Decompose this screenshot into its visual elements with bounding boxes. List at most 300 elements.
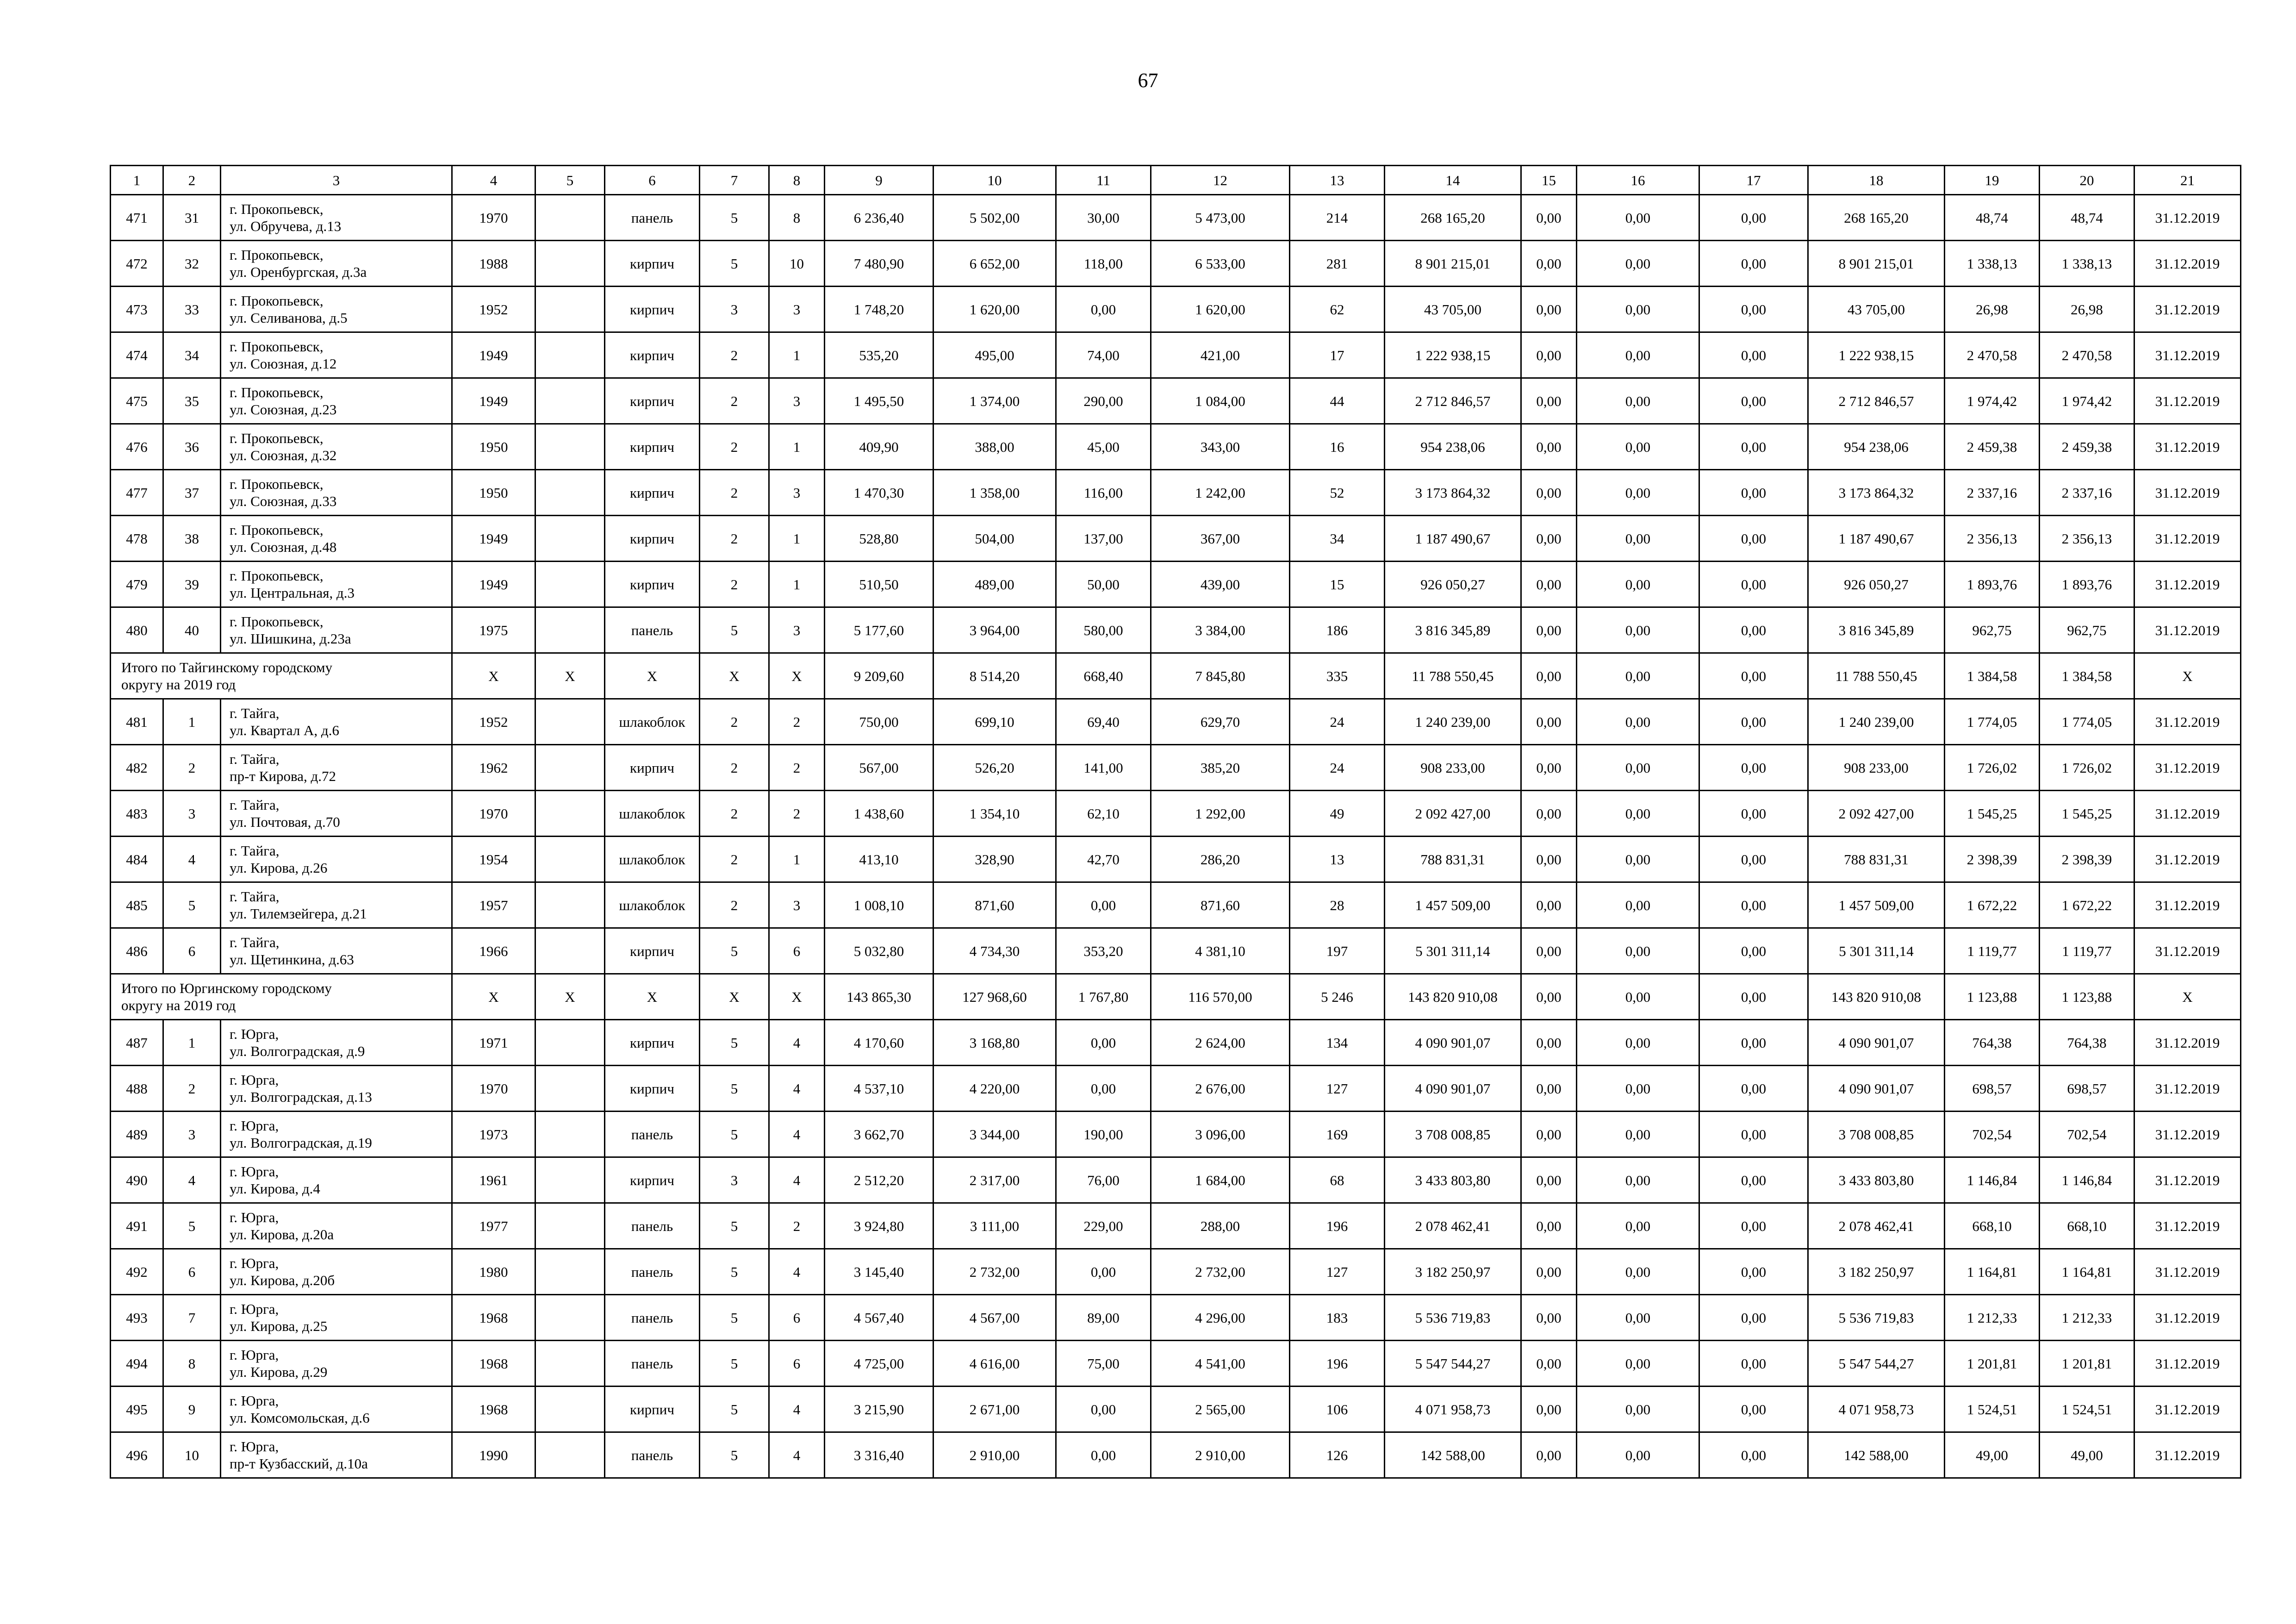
address-line: ул. Кирова, д.29 (230, 1364, 328, 1380)
table-cell: 1 164,81 (1945, 1249, 2040, 1295)
table-cell: 0,00 (1521, 195, 1577, 241)
table-row (111, 241, 2241, 287)
table-cell: 2 676,00 (1151, 1066, 1290, 1112)
table-cell: 0,00 (1577, 1432, 1699, 1478)
subtotal-cell: X (452, 653, 535, 699)
table-cell: 0,00 (1699, 928, 1808, 974)
table-cell (535, 332, 605, 378)
table-cell: 2 512,20 (825, 1157, 933, 1203)
address-cell (221, 1249, 452, 1295)
table-cell: 3 708 008,85 (1385, 1112, 1521, 1157)
table-cell: 567,00 (825, 745, 933, 791)
table-cell: 0,00 (1577, 1249, 1699, 1295)
table-cell: 1 008,10 (825, 882, 933, 928)
column-number: 8 (769, 166, 825, 195)
subtotal-cell: 5 246 (1290, 974, 1385, 1020)
table-cell: 6 (163, 1249, 221, 1295)
address-cell (221, 562, 452, 607)
table-cell (535, 928, 605, 974)
address-line: ул. Союзная, д.48 (230, 539, 337, 555)
table-cell: 3 111,00 (933, 1203, 1056, 1249)
table-cell: 6 (769, 1295, 825, 1341)
table-cell: 3 215,90 (825, 1387, 933, 1432)
table-cell (535, 1112, 605, 1157)
table-cell: 89,00 (1056, 1295, 1151, 1341)
table-cell: 5 (700, 1249, 769, 1295)
table-cell: 0,00 (1699, 516, 1808, 562)
table-cell: 0,00 (1699, 699, 1808, 745)
table-cell: 5 547 544,27 (1808, 1341, 1945, 1387)
table-cell: 1 545,25 (2040, 791, 2134, 837)
table-cell: кирпич (605, 562, 700, 607)
table-cell: 31.12.2019 (2134, 516, 2241, 562)
subtotal-label (111, 974, 452, 1020)
address-line: г. Юрга, (230, 1347, 279, 1363)
table-cell: 0,00 (1699, 882, 1808, 928)
table-cell: 3 964,00 (933, 607, 1056, 653)
table-cell: 142 588,00 (1808, 1432, 1945, 1478)
table-cell: 31.12.2019 (2134, 332, 2241, 378)
column-number: 14 (1385, 166, 1521, 195)
table-cell: 1 726,02 (2040, 745, 2134, 791)
table-cell: 439,00 (1151, 562, 1290, 607)
table-cell: 421,00 (1151, 332, 1290, 378)
table-cell: 7 480,90 (825, 241, 933, 287)
table-cell: 1 292,00 (1151, 791, 1290, 837)
table-cell: кирпич (605, 241, 700, 287)
table-cell: 2 624,00 (1151, 1020, 1290, 1066)
table-cell: 4 296,00 (1151, 1295, 1290, 1341)
table-cell: 118,00 (1056, 241, 1151, 287)
table-cell: 0,00 (1521, 332, 1577, 378)
table-cell: 116,00 (1056, 470, 1151, 516)
address-cell (221, 699, 452, 745)
subtotal-cell: 8 514,20 (933, 653, 1056, 699)
table-cell: 3 433 803,80 (1385, 1157, 1521, 1203)
table-cell: 0,00 (1699, 287, 1808, 332)
column-number: 5 (535, 166, 605, 195)
address-line: г. Прокопьевск, (230, 384, 324, 400)
table-cell (535, 1249, 605, 1295)
column-number: 15 (1521, 166, 1577, 195)
subtotal-cell: 1 123,88 (1945, 974, 2040, 1020)
table-cell: 31.12.2019 (2134, 241, 2241, 287)
subtotal-cell: 143 865,30 (825, 974, 933, 1020)
table-cell: 31.12.2019 (2134, 1020, 2241, 1066)
table-cell: 4 (769, 1066, 825, 1112)
table-cell: 699,10 (933, 699, 1056, 745)
subtotal-cell: X (2134, 653, 2241, 699)
table-cell: 2 (700, 882, 769, 928)
table-cell: 1961 (452, 1157, 535, 1203)
table-cell: 0,00 (1577, 241, 1699, 287)
table-cell: панель (605, 1432, 700, 1478)
table-cell: 2 712 846,57 (1808, 378, 1945, 424)
table-cell: 1988 (452, 241, 535, 287)
table-cell: кирпич (605, 745, 700, 791)
table-cell: 31.12.2019 (2134, 1066, 2241, 1112)
table-cell: 37 (163, 470, 221, 516)
address-line: г. Тайга, (230, 705, 280, 721)
table-cell: 48,74 (2040, 195, 2134, 241)
table-row (111, 1066, 2241, 1112)
table-cell: 39 (163, 562, 221, 607)
table-cell (535, 378, 605, 424)
table-cell: 2 (769, 745, 825, 791)
table-cell: 750,00 (825, 699, 933, 745)
table-cell: 31.12.2019 (2134, 1112, 2241, 1157)
table-cell: 580,00 (1056, 607, 1151, 653)
table-cell: 31.12.2019 (2134, 791, 2241, 837)
address-line: ул. Центральная, д.3 (230, 585, 355, 601)
table-cell (535, 1295, 605, 1341)
table-cell: 0,00 (1056, 1387, 1151, 1432)
table-cell: 6 (769, 1341, 825, 1387)
table-row (111, 607, 2241, 653)
table-cell: 0,00 (1577, 516, 1699, 562)
table-cell (535, 1387, 605, 1432)
table-cell: 0,00 (1521, 1203, 1577, 1249)
table-cell: 1 545,25 (1945, 791, 2040, 837)
table-cell: 1 354,10 (933, 791, 1056, 837)
table-cell: панель (605, 1249, 700, 1295)
address-line: ул. Кирова, д.25 (230, 1318, 328, 1334)
table-cell: 2 459,38 (2040, 424, 2134, 470)
table-cell: 1 457 509,00 (1385, 882, 1521, 928)
table-cell: 1950 (452, 470, 535, 516)
table-cell: 214 (1290, 195, 1385, 241)
table-cell: 1 358,00 (933, 470, 1056, 516)
table-cell: 486 (111, 928, 163, 974)
table-cell: 2 (700, 424, 769, 470)
table-cell: 1980 (452, 1249, 535, 1295)
table-cell: 343,00 (1151, 424, 1290, 470)
table-cell: 1 524,51 (1945, 1387, 2040, 1432)
table-cell: 0,00 (1056, 1020, 1151, 1066)
subtotal-cell: 9 209,60 (825, 653, 933, 699)
table-cell: 668,10 (2040, 1203, 2134, 1249)
address-line: г. Тайга, (230, 797, 280, 813)
table-cell: 31.12.2019 (2134, 745, 2241, 791)
table-cell: 0,00 (1577, 287, 1699, 332)
table-row (111, 1387, 2241, 1432)
table-cell: 5 (163, 882, 221, 928)
address-line: г. Тайга, (230, 888, 280, 905)
table-cell: 1 212,33 (2040, 1295, 2134, 1341)
table-cell: 492 (111, 1249, 163, 1295)
table-cell: 0,00 (1577, 1203, 1699, 1249)
table-cell: кирпич (605, 332, 700, 378)
table-row (111, 745, 2241, 791)
subtotal-cell: X (605, 653, 700, 699)
address-cell (221, 424, 452, 470)
address-cell (221, 1387, 452, 1432)
table-cell: 4 541,00 (1151, 1341, 1290, 1387)
address-line: ул. Союзная, д.32 (230, 447, 337, 463)
table-cell: шлакоблок (605, 882, 700, 928)
table-cell: 286,20 (1151, 837, 1290, 882)
table-cell: 908 233,00 (1385, 745, 1521, 791)
subtotal-cell: 11 788 550,45 (1385, 653, 1521, 699)
table-cell: 5 (700, 1295, 769, 1341)
subtotal-cell: X (769, 974, 825, 1020)
table-cell: 4 090 901,07 (1385, 1066, 1521, 1112)
table-cell: 0,00 (1521, 745, 1577, 791)
subtotal-cell: 116 570,00 (1151, 974, 1290, 1020)
table-cell: 0,00 (1699, 562, 1808, 607)
table-cell: 44 (1290, 378, 1385, 424)
table-cell: 2 732,00 (933, 1249, 1056, 1295)
table-cell: 0,00 (1577, 928, 1699, 974)
table-cell: 197 (1290, 928, 1385, 974)
table-cell: 1 240 239,00 (1808, 699, 1945, 745)
table-cell: 32 (163, 241, 221, 287)
table-cell: 1 457 509,00 (1808, 882, 1945, 928)
table-cell: 48,74 (1945, 195, 2040, 241)
table-cell: 0,00 (1521, 1020, 1577, 1066)
address-line: ул. Шишкина, д.23а (230, 631, 351, 647)
subtotal-cell: 1 767,80 (1056, 974, 1151, 1020)
address-line: г. Тайга, (230, 751, 280, 767)
table-row (111, 1203, 2241, 1249)
table-cell: 134 (1290, 1020, 1385, 1066)
subtotal-cell: 0,00 (1521, 974, 1577, 1020)
table-cell (535, 241, 605, 287)
table-cell: 0,00 (1056, 1066, 1151, 1112)
table-cell: 0,00 (1521, 241, 1577, 287)
table-cell: 2 470,58 (1945, 332, 2040, 378)
table-cell: кирпич (605, 516, 700, 562)
address-line: г. Прокопьевск, (230, 201, 324, 217)
table-row (111, 562, 2241, 607)
column-number: 13 (1290, 166, 1385, 195)
table-cell: 4 (769, 1020, 825, 1066)
table-cell: 0,00 (1521, 1432, 1577, 1478)
table-cell: 926 050,27 (1808, 562, 1945, 607)
table-cell: 1949 (452, 332, 535, 378)
table-cell: 535,20 (825, 332, 933, 378)
address-line: ул. Кирова, д.26 (230, 860, 328, 876)
table-cell: 0,00 (1521, 837, 1577, 882)
table-cell: 4 (769, 1387, 825, 1432)
table-cell: 1954 (452, 837, 535, 882)
address-line: ул. Щетинкина, д.63 (230, 951, 354, 968)
column-number: 19 (1945, 166, 2040, 195)
table-cell: 2 356,13 (1945, 516, 2040, 562)
subtotal-cell: 143 820 910,08 (1385, 974, 1521, 1020)
table-cell: 0,00 (1699, 1387, 1808, 1432)
table-cell: 504,00 (933, 516, 1056, 562)
table-cell: 5 (700, 1432, 769, 1478)
table-cell: панель (605, 607, 700, 653)
table-cell: 8 901 215,01 (1808, 241, 1945, 287)
table-cell: 0,00 (1521, 562, 1577, 607)
table-cell: 1 201,81 (1945, 1341, 2040, 1387)
address-line: г. Прокопьевск, (230, 293, 324, 309)
table-cell: 788 831,31 (1808, 837, 1945, 882)
table-cell: 3 (769, 882, 825, 928)
table-cell: 5 (163, 1203, 221, 1249)
table-cell: 0,00 (1577, 470, 1699, 516)
table-cell: 3 182 250,97 (1808, 1249, 1945, 1295)
address-line: ул. Союзная, д.33 (230, 493, 337, 509)
address-line: г. Прокопьевск, (230, 430, 324, 446)
table-cell: 31 (163, 195, 221, 241)
table-cell: 31.12.2019 (2134, 562, 2241, 607)
table-row (111, 516, 2241, 562)
table-cell: 31.12.2019 (2134, 837, 2241, 882)
table-cell: 0,00 (1056, 882, 1151, 928)
table-cell: 1970 (452, 195, 535, 241)
address-line: ул. Волгоградская, д.13 (230, 1089, 372, 1105)
table-cell: 668,10 (1945, 1203, 2040, 1249)
table-cell: 4 734,30 (933, 928, 1056, 974)
table-cell: 34 (1290, 516, 1385, 562)
table-row (111, 699, 2241, 745)
table-cell: 0,00 (1699, 1203, 1808, 1249)
table-cell: 43 705,00 (1808, 287, 1945, 332)
table-cell: 0,00 (1577, 607, 1699, 653)
subtotal-cell: 11 788 550,45 (1808, 653, 1945, 699)
table-cell: 69,40 (1056, 699, 1151, 745)
table-cell: 2 398,39 (2040, 837, 2134, 882)
table-cell: 30,00 (1056, 195, 1151, 241)
address-cell (221, 470, 452, 516)
table-cell: 2 671,00 (933, 1387, 1056, 1432)
table-cell: 3 (163, 791, 221, 837)
column-number: 17 (1699, 166, 1808, 195)
table-cell (535, 470, 605, 516)
table-cell: 36 (163, 424, 221, 470)
table-cell: 5 (700, 1203, 769, 1249)
table-cell: 1 374,00 (933, 378, 1056, 424)
table-cell: 485 (111, 882, 163, 928)
table-cell: 38 (163, 516, 221, 562)
subtotal-label-line: Итого по Тайгинскому городскому (121, 659, 333, 675)
table-cell: 2 078 462,41 (1385, 1203, 1521, 1249)
table-cell: 478 (111, 516, 163, 562)
column-number: 4 (452, 166, 535, 195)
table-cell: 0,00 (1521, 1387, 1577, 1432)
table-cell: 510,50 (825, 562, 933, 607)
table-cell: 1 242,00 (1151, 470, 1290, 516)
table-cell: 702,54 (2040, 1112, 2134, 1157)
table-cell: 1968 (452, 1387, 535, 1432)
address-line: г. Прокопьевск, (230, 568, 324, 584)
address-line: г. Прокопьевск, (230, 338, 324, 355)
table-cell: 28 (1290, 882, 1385, 928)
table-cell: 5 177,60 (825, 607, 933, 653)
table-cell: 4 071 958,73 (1808, 1387, 1945, 1432)
table-cell: 2 (769, 791, 825, 837)
table-cell: 1 (769, 424, 825, 470)
table-cell: 0,00 (1056, 287, 1151, 332)
subtotal-cell: X (605, 974, 700, 1020)
subtotal-cell: 0,00 (1699, 974, 1808, 1020)
table-cell: 488 (111, 1066, 163, 1112)
table-cell (535, 1341, 605, 1387)
table-cell: 1 524,51 (2040, 1387, 2134, 1432)
table-cell (535, 1157, 605, 1203)
address-line: г. Юрга, (230, 1163, 279, 1180)
table-cell: 491 (111, 1203, 163, 1249)
address-line: ул. Кирова, д.20б (230, 1272, 335, 1288)
table-cell: 2 (700, 562, 769, 607)
table-cell (535, 882, 605, 928)
subtotal-cell: X (535, 653, 605, 699)
table-row (111, 928, 2241, 974)
address-cell (221, 745, 452, 791)
table-cell: 3 924,80 (825, 1203, 933, 1249)
table-cell: 367,00 (1151, 516, 1290, 562)
table-cell: 4 616,00 (933, 1341, 1056, 1387)
table-cell: 477 (111, 470, 163, 516)
table-cell: кирпич (605, 287, 700, 332)
table-cell: 10 (769, 241, 825, 287)
address-line: ул. Квартал А, д.6 (230, 722, 339, 738)
table-cell: 4 170,60 (825, 1020, 933, 1066)
table-cell: 1 119,77 (2040, 928, 2134, 974)
address-cell (221, 241, 452, 287)
table-cell (535, 287, 605, 332)
address-cell (221, 1112, 452, 1157)
table-cell: 0,00 (1521, 516, 1577, 562)
table-cell: 353,20 (1056, 928, 1151, 974)
subtotal-cell: X (700, 974, 769, 1020)
table-cell: 52 (1290, 470, 1385, 516)
address-cell (221, 1203, 452, 1249)
address-line: ул. Волгоградская, д.9 (230, 1043, 365, 1059)
table-cell: панель (605, 1203, 700, 1249)
table-cell: 0,00 (1521, 607, 1577, 653)
table-row (111, 470, 2241, 516)
address-cell (221, 882, 452, 928)
table-cell: 31.12.2019 (2134, 195, 2241, 241)
table-cell: 31.12.2019 (2134, 1387, 2241, 1432)
table-cell: 494 (111, 1341, 163, 1387)
table-cell: 126 (1290, 1432, 1385, 1478)
housing-registry-table (110, 165, 2241, 1479)
table-cell: 1 672,22 (2040, 882, 2134, 928)
table-cell: 1966 (452, 928, 535, 974)
table-cell: 31.12.2019 (2134, 378, 2241, 424)
address-line: г. Юрга, (230, 1072, 279, 1088)
table-cell: 1 974,42 (1945, 378, 2040, 424)
table-cell: 2 (700, 332, 769, 378)
table-cell: 1 187 490,67 (1808, 516, 1945, 562)
table-cell: 75,00 (1056, 1341, 1151, 1387)
table-cell: 1970 (452, 1066, 535, 1112)
table-cell: панель (605, 195, 700, 241)
address-line: ул. Волгоградская, д.19 (230, 1135, 372, 1151)
table-row (111, 791, 2241, 837)
subtotal-label (111, 653, 452, 699)
subtotal-cell: X (535, 974, 605, 1020)
table-cell: 3 168,80 (933, 1020, 1056, 1066)
table-cell: 5 (700, 241, 769, 287)
table-cell: 5 032,80 (825, 928, 933, 974)
column-number-row (111, 166, 2241, 195)
table-cell: 40 (163, 607, 221, 653)
table-cell: 127 (1290, 1249, 1385, 1295)
table-cell: 268 165,20 (1385, 195, 1521, 241)
table-cell: 1975 (452, 607, 535, 653)
table-cell: 482 (111, 745, 163, 791)
subtotal-cell: X (2134, 974, 2241, 1020)
table-cell: 3 816 345,89 (1808, 607, 1945, 653)
table-cell: 6 (769, 928, 825, 974)
table-cell: 479 (111, 562, 163, 607)
